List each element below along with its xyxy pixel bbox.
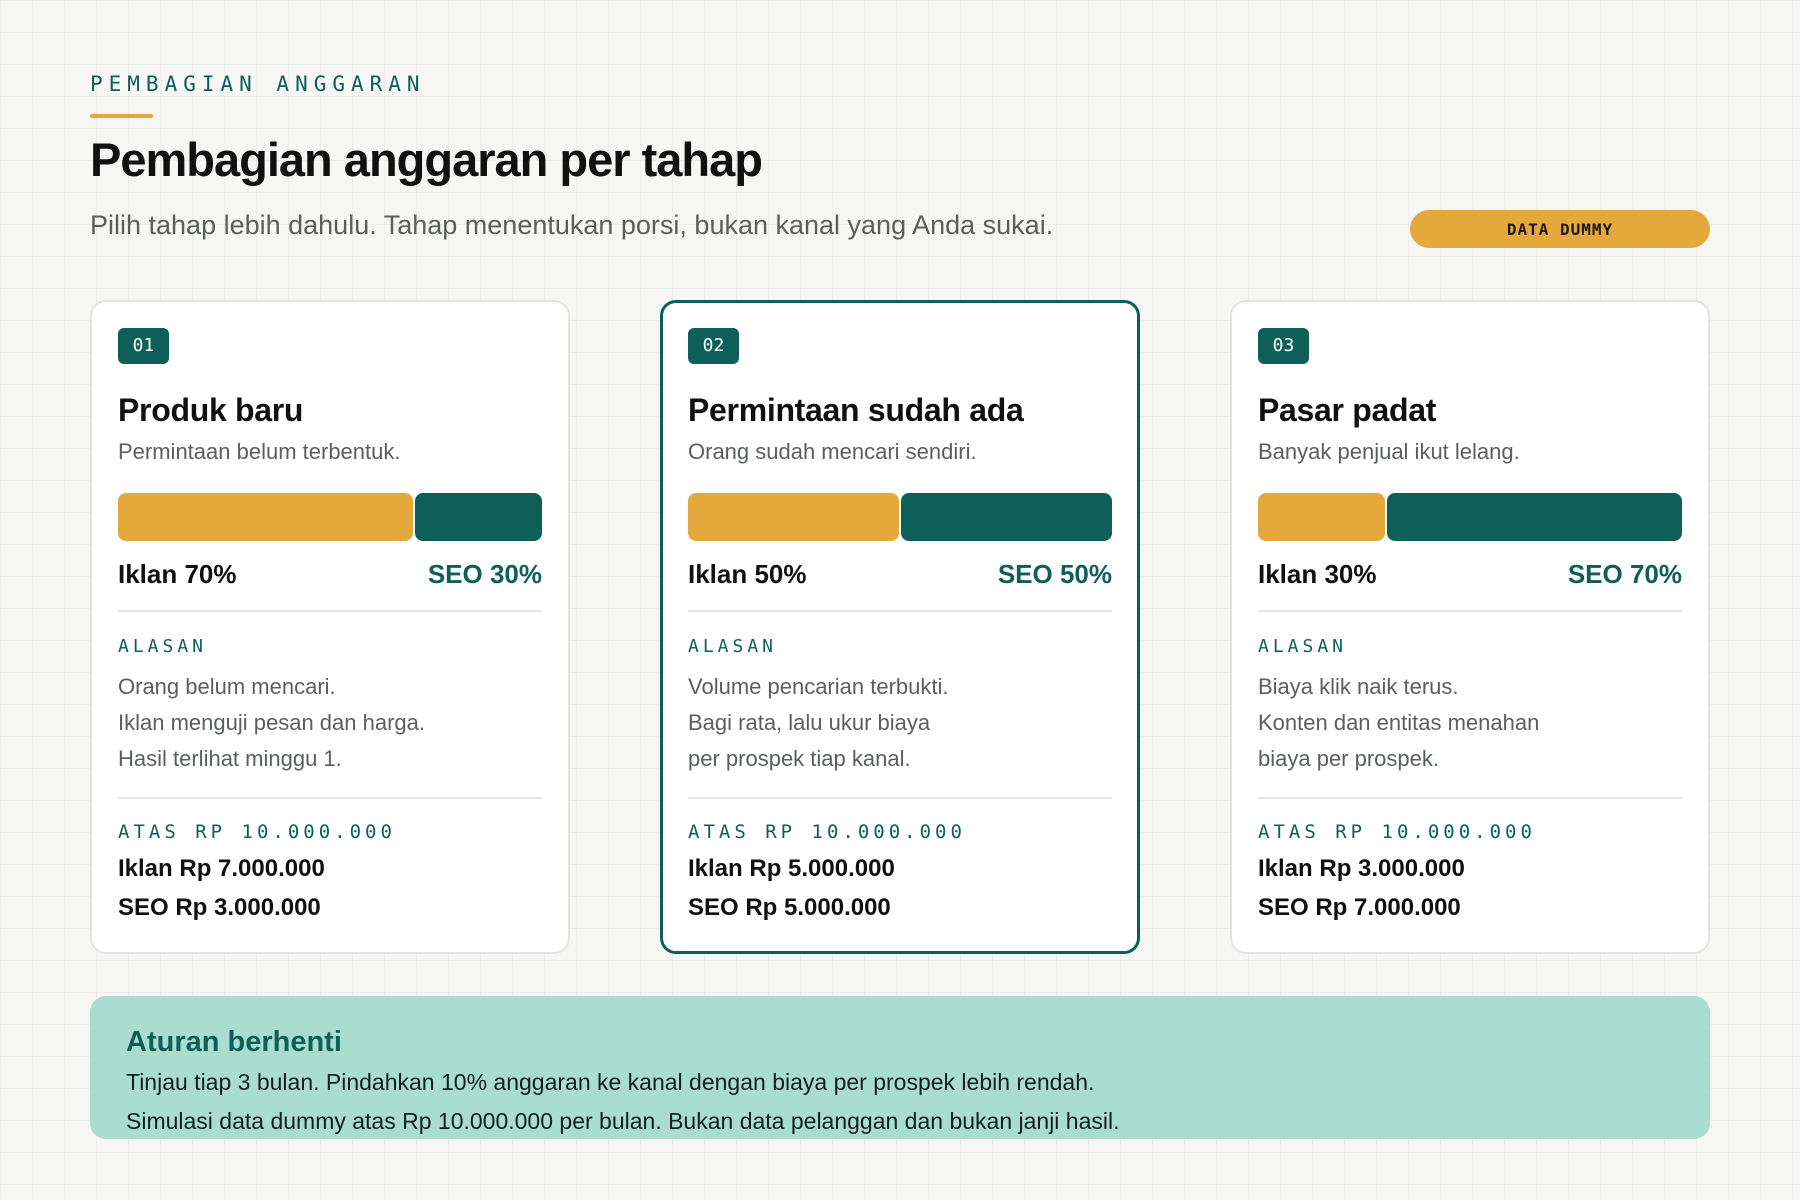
ads-amount: Iklan Rp 5.000.000: [688, 855, 895, 882]
reason-line: Orang belum mencari.: [118, 674, 336, 699]
reason-label: ALASAN: [688, 636, 778, 657]
divider: [688, 610, 1112, 612]
divider: [1258, 797, 1682, 799]
ads-share-label: Iklan 30%: [1258, 559, 1377, 589]
split-labels: [1258, 559, 1682, 590]
stage-subtitle: Orang sudah mencari sendiri.: [688, 439, 977, 464]
reason-line: Biaya klik naik terus.: [1258, 674, 1459, 699]
stop-rule-note: [90, 996, 1710, 1139]
reason-line: Bagi rata, lalu ukur biaya: [688, 710, 931, 735]
seo-amount: SEO Rp 7.000.000: [1258, 894, 1461, 921]
split-bar: [118, 493, 542, 541]
divider: [688, 797, 1112, 799]
reason-line: Volume pencarian terbukti.: [688, 674, 949, 699]
seo-amount: SEO Rp 5.000.000: [688, 894, 891, 921]
eyebrow-label: PEMBAGIAN ANGGARAN: [90, 72, 426, 96]
ads-amount: Iklan Rp 7.000.000: [118, 855, 325, 882]
ads-segment: [1258, 493, 1385, 541]
stage-card-1: [90, 300, 570, 954]
data-dummy-badge: DATA DUMMY: [1410, 210, 1710, 248]
ads-share-label: Iklan 50%: [688, 559, 807, 589]
allocation-label: ATAS RP 10.000.000: [1258, 821, 1536, 843]
split-labels: [688, 559, 1112, 590]
seo-share-label: SEO 50%: [997, 559, 1112, 589]
ads-segment: [688, 493, 899, 541]
reason-text: [688, 669, 1112, 777]
reason-line: biaya per prospek.: [1258, 746, 1439, 771]
split-labels: [118, 559, 542, 590]
split-bar: [1258, 493, 1682, 541]
reason-line: Iklan menguji pesan dan harga.: [118, 710, 425, 735]
reason-text: [118, 669, 542, 777]
stop-rule-title: Aturan berhenti: [126, 1026, 342, 1058]
divider: [118, 797, 542, 799]
seo-share-label: SEO 70%: [1567, 559, 1682, 589]
ads-amount: Iklan Rp 3.000.000: [1258, 855, 1465, 882]
stage-subtitle: Banyak penjual ikut lelang.: [1258, 439, 1520, 464]
allocation-label: ATAS RP 10.000.000: [688, 821, 966, 843]
reason-label: ALASAN: [118, 636, 208, 657]
page-title: Pembagian anggaran per tahap: [90, 133, 762, 186]
seo-share-label: SEO 30%: [427, 559, 542, 589]
reason-line: Konten dan entitas menahan: [1258, 710, 1540, 735]
allocation-label: ATAS RP 10.000.000: [118, 821, 396, 843]
ads-segment: [118, 493, 413, 541]
stage-subtitle: Permintaan belum terbentuk.: [118, 439, 401, 464]
seo-amount: SEO Rp 3.000.000: [118, 894, 321, 921]
seo-segment: [1387, 493, 1682, 541]
stage-number: 02: [688, 328, 739, 364]
stop-rule-line: Simulasi data dummy atas Rp 10.000.000 per bulan. Bukan data pelanggan dan bukan janji hasil.: [126, 1108, 1120, 1134]
stage-title: Pasar padat: [1258, 392, 1437, 428]
stage-title: Produk baru: [118, 392, 304, 428]
stage-card-2: [660, 300, 1140, 954]
reason-line: Hasil terlihat minggu 1.: [118, 746, 342, 771]
divider: [1258, 610, 1682, 612]
page-subtitle: Pilih tahap lebih dahulu. Tahap menentukan porsi, bukan kanal yang Anda sukai.: [90, 210, 1054, 240]
stage-number: 03: [1258, 328, 1309, 364]
reason-text: [1258, 669, 1682, 777]
reason-line: per prospek tiap kanal.: [688, 746, 911, 771]
seo-segment: [415, 493, 542, 541]
divider: [118, 610, 542, 612]
eyebrow-underline: [90, 114, 153, 118]
stage-number: 01: [118, 328, 169, 364]
split-bar: [688, 493, 1112, 541]
seo-segment: [901, 493, 1112, 541]
stage-title: Permintaan sudah ada: [688, 392, 1024, 428]
reason-label: ALASAN: [1258, 636, 1348, 657]
ads-share-label: Iklan 70%: [118, 559, 237, 589]
stage-card-3: [1230, 300, 1710, 954]
stop-rule-line: Tinjau tiap 3 bulan. Pindahkan 10% anggaran ke kanal dengan biaya per prospek lebih rendah.: [126, 1069, 1095, 1095]
